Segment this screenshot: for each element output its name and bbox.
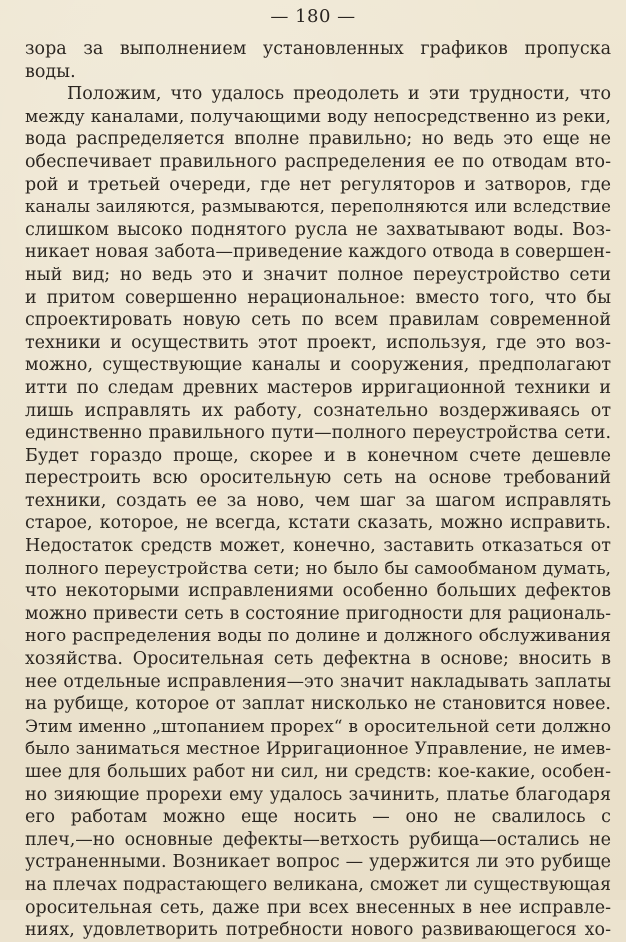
- page-number: — 180 —: [270, 6, 356, 27]
- text-line: на плечах подрастающего великана, сможет ли существующая: [25, 874, 611, 895]
- text-line: на рубище, которое от заплат нисколько не становится новее.: [25, 694, 611, 715]
- text-line: слишком высоко поднятого русла не захватывают воды. Воз-: [25, 219, 611, 240]
- text-line: воды.: [25, 61, 76, 82]
- text-line: нее отдельные исправления—это значит накладывать заплаты: [25, 671, 611, 692]
- text-line: Будет гораздо проще, скорее и в конечном счете дешевле: [25, 445, 611, 466]
- text-line: спроектировать новую сеть по всем правилам современной: [25, 310, 611, 331]
- text-line: единственно правильного пути—полного переустройства сети.: [25, 423, 611, 444]
- text-line: ного распределения воды по долине и должного обслуживания: [25, 626, 611, 647]
- text-line: хозяйства. Оросительная сеть дефектна в основе; вносить в: [25, 649, 611, 670]
- text-line: зора за выполнением установленных графиков пропуска: [25, 39, 611, 59]
- text-line: можно, существующие каналы и сооружения, предполагают: [25, 355, 611, 376]
- text-line: обеспечивает правильного распределения ее по отводам вто-: [25, 151, 611, 172]
- text-line: плеч,—но основные дефекты—ветхость рубища—остались не: [25, 829, 611, 850]
- text-line: техники, создать ее за ново, чем шаг за шагом исправлять: [25, 490, 611, 511]
- text-line: его работам можно еще носить — оно не свалилось с: [25, 807, 611, 828]
- text-line: было заниматься местное Ирригационное Управление, не имев-: [25, 739, 611, 760]
- text-line: шее для больших работ ни сил, ни средств: кое-какие, особен-: [25, 762, 611, 782]
- text-line: полного переустройства сети; но было бы самообманом думать,: [25, 558, 611, 579]
- text-line: устраненными. Возникает вопрос — удержится ли это рубище: [25, 852, 611, 873]
- text-line: и притом совершенно нерациональное: вместо того, что бы: [25, 287, 611, 308]
- text-line: вода распределяется вполне правильно; но ведь это еще не: [25, 129, 611, 150]
- text-line: Этим именно „штопанием прорех“ в оросительной сети должно: [25, 716, 611, 737]
- text-line: никает новая забота—приведение каждого отвода в совершен-: [25, 242, 611, 263]
- text-line: перестроить всю оросительную сеть на основе требований: [25, 468, 611, 489]
- text-line: оросительная сеть, даже при всех внесенных в нее исправле-: [25, 897, 611, 918]
- text-line: ный вид; но ведь это и значит полное переустройство сети: [25, 264, 611, 285]
- text-line: каналы заиляются, размываются, переполняются или вследствие: [25, 197, 611, 217]
- text-line: что некоторыми исправлениями особенно больших дефектов: [25, 581, 611, 602]
- text-line: лишь исправлять их работу, сознательно воздерживаясь от: [25, 400, 611, 421]
- text-line: но зияющие прорехи ему удалось зачинить, платье благодаря: [25, 784, 611, 805]
- text-line: Положим, что удалось преодолеть и эти трудности, что: [67, 84, 611, 105]
- text-line: рой и третьей очереди, где нет регуляторов и затворов, где: [25, 174, 611, 195]
- text-line: итти по следам древних мастеров ирригационной техники и: [25, 377, 611, 398]
- body-text: [25, 38, 611, 942]
- text-line: техники и осуществить этот проект, используя, где это воз-: [25, 332, 611, 353]
- text-line: старое, которое, не всегда, кстати сказать, можно исправить.: [25, 513, 611, 534]
- text-line: Недостаток средств может, конечно, заставить отказаться от: [25, 536, 611, 557]
- text-line: между каналами, получающими воду непосредственно из реки,: [25, 106, 611, 127]
- text-line: можно привести сеть в состояние пригодности для рациональ-: [25, 603, 611, 624]
- text-line: ниях, удовлетворить потребности нового развивающегося хо-: [25, 920, 611, 941]
